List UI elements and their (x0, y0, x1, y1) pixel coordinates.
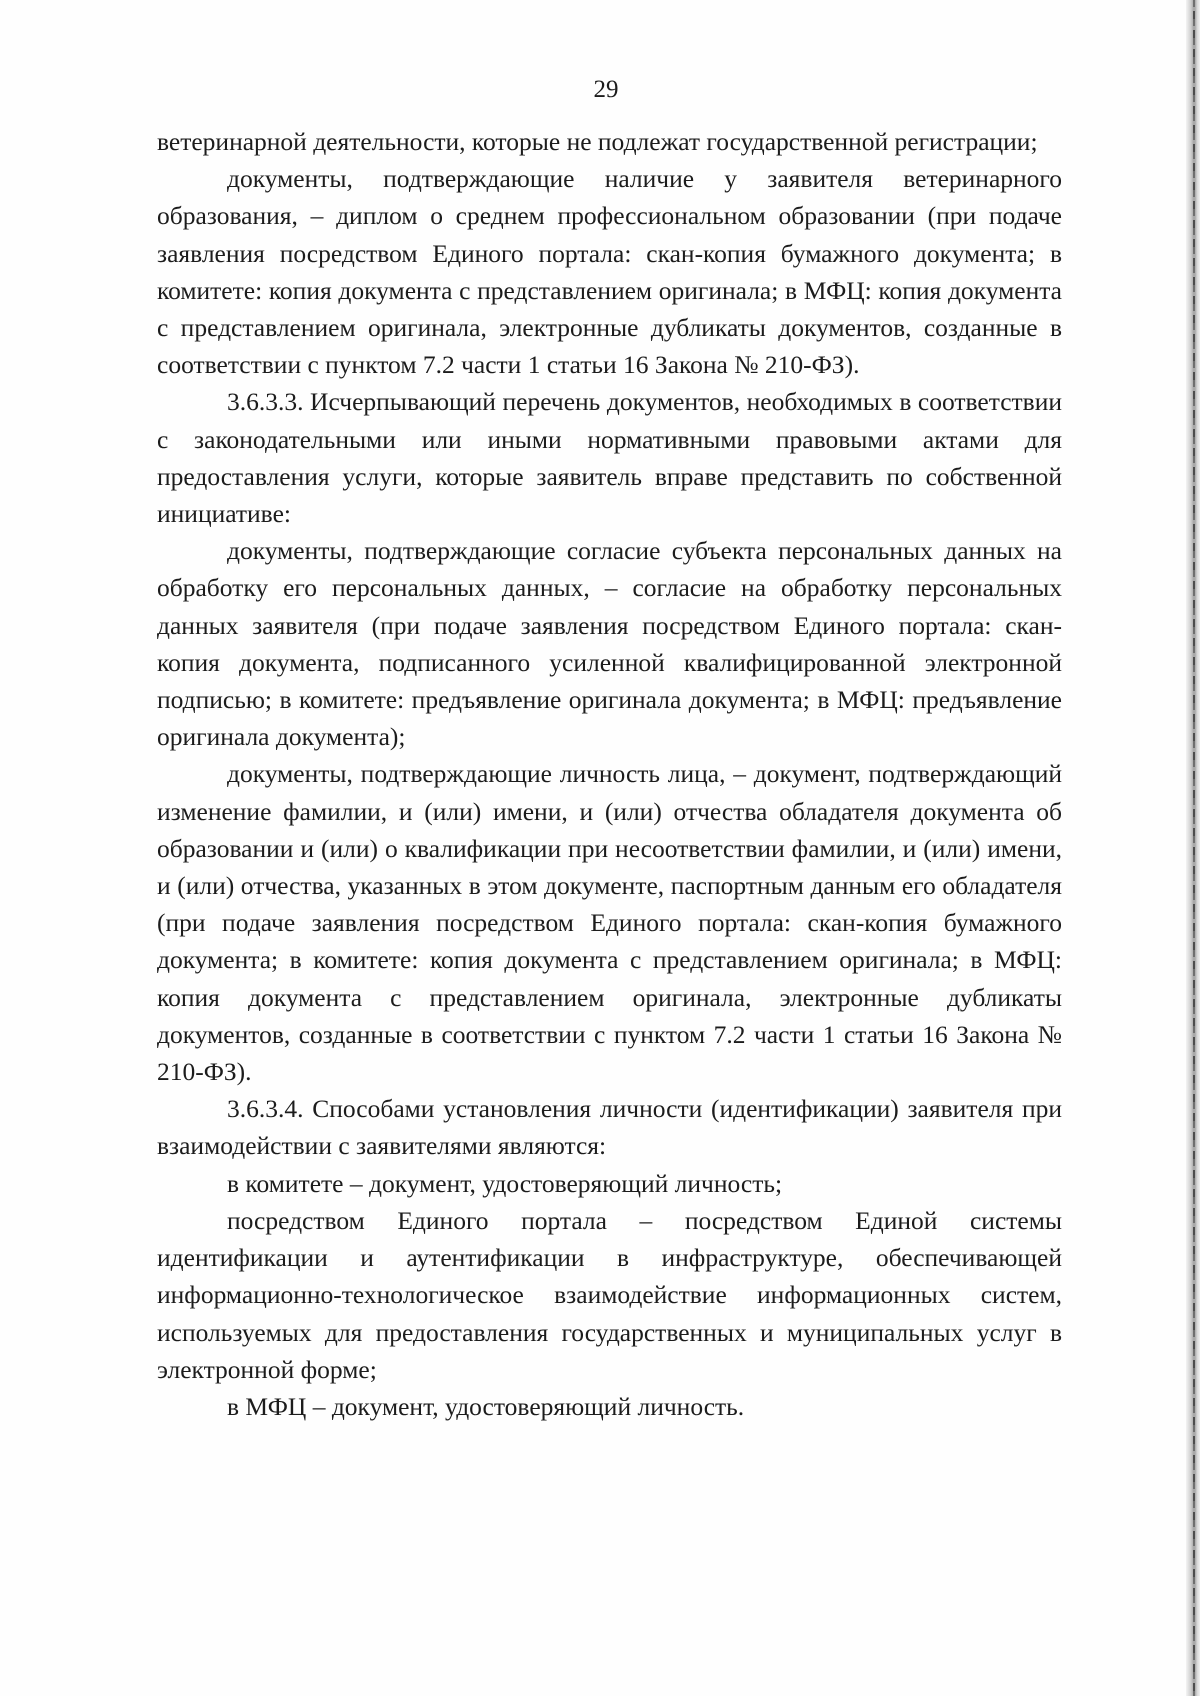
paragraph-committee-identification: в комитете – документ, удостоверяющий личность; (227, 1168, 783, 1198)
scan-binding-edge (1186, 0, 1200, 1696)
scan-edge-shadow (1193, 0, 1195, 1696)
paragraph-section-3-6-3-3: 3.6.3.3. Исчерпывающий перечень документов, необходимых в соответствии с законодательными или иными нормативными правовыми актами для предоставления услуги, которые заявитель вправе представить по собственной инициативе: (157, 387, 1062, 529)
paragraph-veterinary-education-documents: документы, подтверждающие наличие у заявителя ветеринарного образования, – диплом о среднем профессиональном образовании (при подаче заявления посредством Единого портала: скан-копия бумажного документа; в комитете: копия документа с представлением оригинала; в МФЦ: копия документа с представлением оригинала, электронные дубликаты документов, созданные в соответствии с пунктом 7.2 части 1 статьи 16 Закона № 210-ФЗ). (157, 164, 1062, 380)
paragraph-identity-documents: документы, подтверждающие личность лица, – документ, подтверждающий изменение фамилии, и (или) имени, и (или) отчества обладателя документа об образовании и (или) о квалификации при несоответствии фамилии, и (или) имени, и (или) отчества, указанных в этом документе, паспортным данным его обладателя (при подаче заявления посредством Единого портала: скан-копия бумажного документа; в комитете: копия документа с представлением оригинала; в МФЦ: копия документа с представлением оригинала, электронные дубликаты документов, созданные в соответствии с пунктом 7.2 части 1 статьи 16 Закона № 210-ФЗ). (157, 759, 1062, 1087)
paragraph-mfc-identification: в МФЦ – документ, удостоверяющий личность. (227, 1391, 745, 1421)
paragraph-portal-identification: посредством Единого портала – посредством Единой системы идентификации и аутентификации в инфраструктуре, обеспечивающей информационно-технологическое взаимодействие информационных систем, используемых для предоставления государственных и муниципальных услуг в электронной форме; (157, 1205, 1062, 1384)
paragraph-personal-data-consent: документы, подтверждающие согласие субъекта персональных данных на обработку его персональных данных, – согласие на обработку персональных данных заявителя (при подаче заявления посредством Единого портала: скан-копия документа, подписанного усиленной квалифицированной электронной подписью; в комитете: предъявление оригинала документа; в МФЦ: предъявление оригинала документа); (157, 536, 1062, 752)
paragraph-section-3-6-3-4: 3.6.3.4. Способами установления личности (идентификации) заявителя при взаимодействии с заявителями являются: (157, 1094, 1062, 1161)
document-body (157, 123, 1062, 1425)
page-number: 29 (593, 76, 619, 103)
paragraph-registration-continuation: ветеринарной деятельности, которые не подлежат государственной регистрации; (157, 127, 1038, 156)
